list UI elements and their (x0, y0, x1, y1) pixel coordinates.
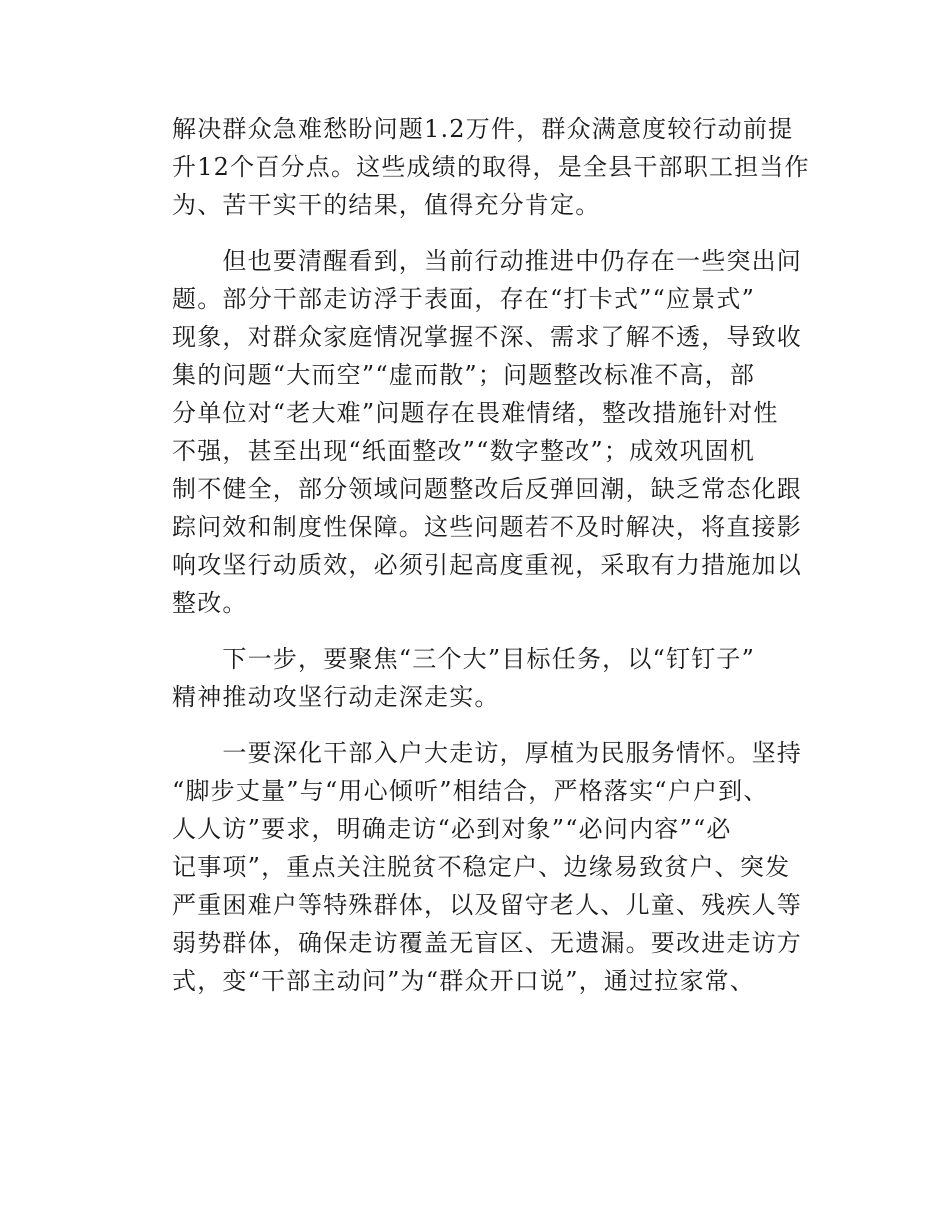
text-line: 弱势群体，确保走访覆盖无盲区、无遗漏。要改进走访方 (172, 929, 802, 957)
text-line: 下一步，要聚焦“三个大”目标任务，以“钉钉子” (172, 645, 756, 673)
text-line: “脚步丈量”与“用心倾听”相结合，严格落实“户户到、 (172, 777, 769, 805)
text-line: 一要深化干部入户大走访，厚植为民服务情怀。坚持 (172, 739, 802, 767)
text-line: 升12个百分点。这些成绩的取得，是全县干部职工担当作 (172, 153, 810, 181)
paragraph-problems (172, 242, 802, 622)
text-line: 整改。 (172, 589, 248, 617)
text-line: 为、苦干实干的结果，值得充分肯定。 (172, 191, 601, 219)
document-body (172, 110, 810, 1000)
text-line: 人人访”要求，明确走访“必到对象”“必问内容”“必 (172, 815, 732, 843)
text-line: 记事项”，重点关注脱贫不稳定户、边缘易致贫户、突发 (172, 853, 791, 881)
text-line: 严重困难户等特殊群体，以及留守老人、儿童、残疾人等 (172, 891, 802, 919)
text-line: 题。部分干部走访浮于表面，存在“打卡式”“应景式” (172, 285, 756, 313)
paragraph-gap (172, 716, 797, 734)
text-line: 分单位对“老大难”问题存在畏难情绪，整改措施针对性 (172, 399, 779, 427)
text-line: 但也要清醒看到，当前行动推进中仍存在一些突出问 (172, 247, 802, 275)
paragraph-next-steps (172, 640, 797, 716)
text-line: 精神推动攻坚行动走深走实。 (172, 683, 500, 711)
text-line: 式，变“干部主动问”为“群众开口说”，通过拉家常、 (172, 967, 756, 995)
paragraph-measure-one (172, 734, 802, 1000)
text-line: 不强，甚至出现“纸面整改”“数字整改”；成效巩固机 (172, 437, 756, 465)
text-line: 解决群众急难愁盼问题1.2万件，群众满意度较行动前提 (172, 115, 794, 143)
text-line: 现象，对群众家庭情况掌握不深、需求了解不透，导致收 (172, 323, 802, 351)
paragraph-achievements (172, 110, 810, 224)
text-line: 集的问题“大而空”“虚而散”；问题整改标准不高，部 (172, 361, 756, 389)
text-line: 响攻坚行动质效，必须引起高度重视，采取有力措施加以 (172, 551, 802, 579)
text-line: 踪问效和制度性保障。这些问题若不及时解决，将直接影 (172, 513, 802, 541)
paragraph-gap (172, 622, 797, 640)
paragraph-gap (172, 224, 797, 242)
text-line: 制不健全，部分领域问题整改后反弹回潮，缺乏常态化跟 (172, 475, 802, 503)
